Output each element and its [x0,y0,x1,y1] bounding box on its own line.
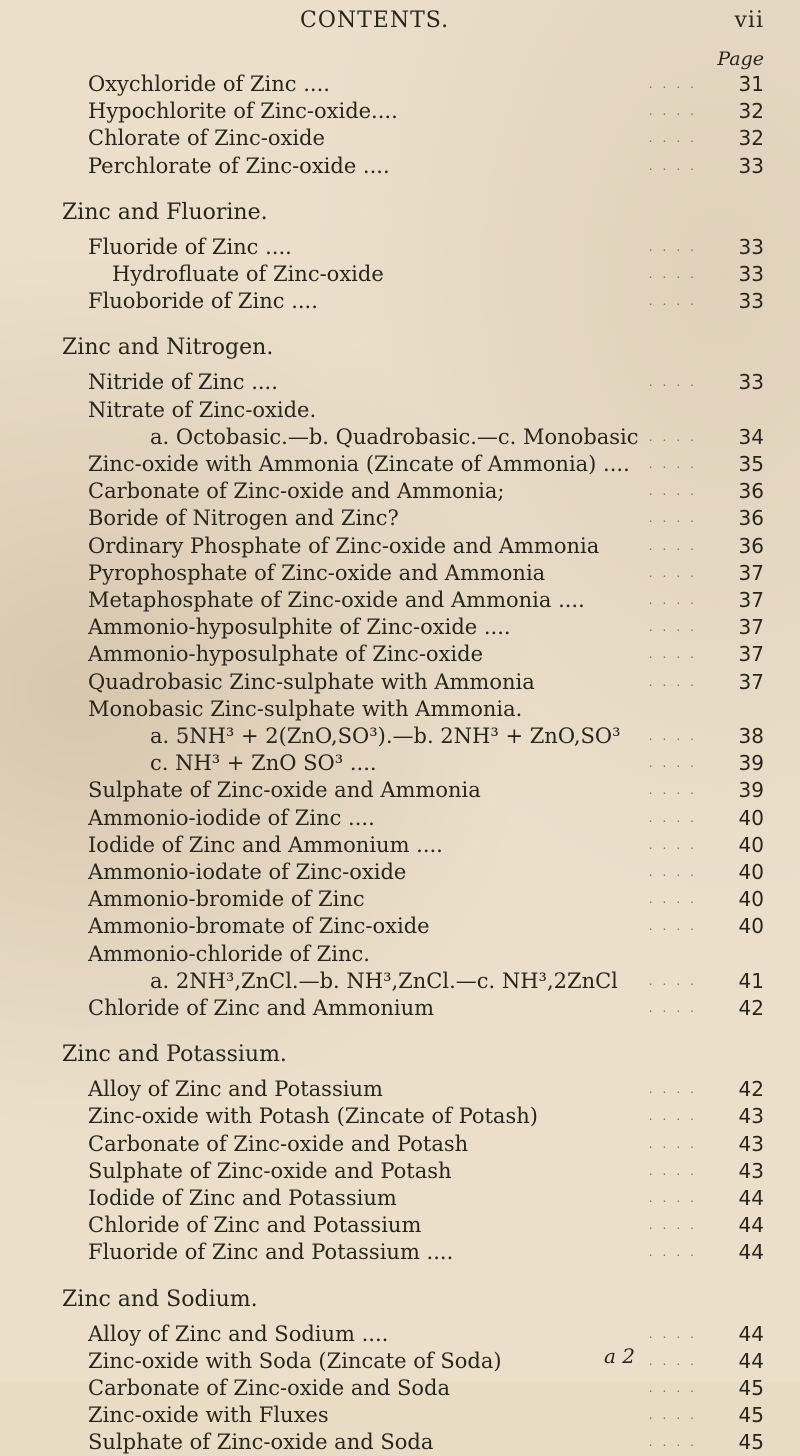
toc-entry-page: 44 [738,1240,764,1265]
toc-entry [0,287,800,315]
toc-entry-title: Iodide of Zinc and Potassium [88,1186,397,1210]
leader-dots: .... [648,892,704,907]
toc-entry-title: a. Octobasic.—b. Quadrobasic.—c. Monobasic [150,424,639,449]
toc-entry-title: Chloride of Zinc and Ammonium [88,996,435,1020]
leader-dots: .... [648,267,704,281]
toc-entry [0,97,800,125]
toc-entry [0,858,800,886]
toc-entry-title: Fluoride of Zinc .... [88,234,292,259]
toc-entry-title: Alloy of Zinc and Potassium [88,1077,383,1102]
toc-section-heading [0,1041,800,1069]
toc-entry [0,1075,800,1103]
toc-entry [0,586,800,614]
toc-entry-title: c. NH³ + ZnO SO³ .... [150,751,377,776]
leader-dots: .... [648,674,704,689]
toc-entry-title: Sulphate of Zinc-oxide and Potash [88,1158,452,1183]
toc-entry [0,776,800,804]
leader-dots: .... [648,1001,704,1015]
toc-entry-page: 40 [738,860,764,884]
leader-dots: .... [648,1435,704,1450]
toc-entry-title: Metaphosphate of Zinc-oxide and Ammonia .... [88,588,585,612]
toc-entry [0,940,800,968]
leader-dots: .... [648,865,704,879]
toc-entry-title: Ammonio-bromide of Zinc [88,887,365,912]
leader-dots: .... [648,1163,704,1178]
toc-entry [0,1157,800,1185]
leader-dots: .... [648,919,704,934]
toc-entry-page: 40 [738,805,764,830]
toc-entry [0,1347,800,1375]
leader-dots: .... [648,729,704,743]
toc-entry-page: 42 [738,996,764,1020]
leader-dots: .... [648,457,704,471]
toc-entry-title: Zinc-oxide with Fluxes [88,1403,329,1428]
leader-dots: .... [648,1136,704,1151]
toc-section-heading [0,334,800,362]
leader-dots: .... [648,810,704,825]
toc-entry-title: Iodide of Zinc and Ammonium .... [88,832,443,857]
toc-entry [0,912,800,940]
toc-entry-title: Pyrophosphate of Zinc-oxide and Ammonia [88,560,546,585]
leader-dots: .... [648,1082,704,1097]
leader-dots: .... [648,783,704,798]
toc-entry-page: 39 [738,778,764,803]
leader-dots: .... [648,1381,704,1395]
running-title: CONTENTS. [300,8,450,33]
toc-entry [0,368,800,396]
toc-entry [0,722,800,750]
toc-entry-title: Zinc-oxide with Soda (Zincate of Soda) [88,1348,502,1373]
toc-entry [0,450,800,478]
toc-entry [0,423,800,451]
leader-dots: .... [648,77,704,91]
leader-dots: .... [648,1326,704,1341]
toc-entry-title: Hydrofluate of Zinc-oxide [112,262,384,286]
leader-dots: .... [648,158,704,173]
toc-entry [0,1401,800,1429]
toc-entry-page: 33 [738,153,764,178]
toc-entry-page: 43 [738,1131,764,1156]
toc-entry-page: 42 [738,1077,764,1102]
leader-dots: .... [648,1245,704,1260]
toc-entry [0,1102,800,1130]
toc-entry-page: 43 [738,1104,764,1129]
leader-dots: .... [648,484,704,499]
toc-entry [0,1238,800,1266]
toc-entry-title: Quadrobasic Zinc-sulphate with Ammonia [88,669,535,694]
toc-entry-page: 37 [738,588,764,612]
toc-entry [0,749,800,777]
leader-dots: .... [648,131,704,146]
toc-entry-title: Alloy of Zinc and Sodium .... [88,1321,389,1346]
toc-entry-title: Sulphate of Zinc-oxide and Soda [88,1430,434,1455]
toc-entry-page: 44 [738,1348,764,1373]
leader-dots: .... [648,756,704,771]
toc-entry [0,124,800,152]
toc-entry [0,152,800,180]
toc-entry [0,504,800,532]
toc-entry-title: Ammonio-hyposulphate of Zinc-oxide [88,642,483,667]
toc-entry-page: 33 [738,289,764,314]
leader-dots: .... [648,620,704,635]
toc-entry [0,1130,800,1158]
toc-entry [0,640,800,668]
toc-section-heading [0,199,800,227]
toc-entry [0,1374,800,1402]
toc-entry-title: Ammonio-iodide of Zinc .... [88,805,375,830]
toc-entry-page: 41 [738,968,764,993]
toc-entry-title: Zinc and Fluorine. [62,199,268,225]
toc-entry-title: Chloride of Zinc and Potassium [88,1213,422,1238]
toc-entry-page: 40 [738,914,764,939]
toc-section-heading [0,1286,800,1314]
leader-dots: .... [648,104,704,119]
toc-entry [0,1184,800,1212]
toc-entry-title: Carbonate of Zinc-oxide and Ammonia; [88,479,505,504]
toc-entry [0,613,800,641]
toc-entry-title: Chlorate of Zinc-oxide [88,126,325,151]
toc-entry-page: 37 [738,642,764,667]
toc-entry [0,477,800,505]
toc-entry [0,559,800,587]
toc-entry-page: 45 [738,1403,764,1428]
toc-entry-page: 33 [738,370,764,395]
leader-dots: .... [648,593,704,607]
toc-entry-title: Nitrate of Zinc-oxide. [88,397,317,422]
toc-entry [0,695,800,723]
toc-entry-title: a. 2NH³,ZnCl.—b. NH³,ZnCl.—c. NH³,2ZnCl [150,968,618,993]
leader-dots: .... [648,1353,704,1368]
toc-entry-title: Zinc-oxide with Ammonia (Zincate of Ammonia) .... [88,452,630,476]
leader-dots: .... [648,837,704,852]
toc-entry-title: Nitride of Zinc .... [88,370,278,395]
toc-entry-page: 36 [738,479,764,504]
toc-entry-page: 32 [738,99,764,124]
toc-entry-page: 40 [738,832,764,857]
page-number: vii [734,8,764,33]
toc-entry [0,1428,800,1456]
toc-entry [0,70,800,98]
page-column-label: Page [717,48,764,70]
toc-entry-page: 37 [738,615,764,640]
toc-entry-title: Ordinary Phosphate of Zinc-oxide and Ammonia [88,533,600,558]
toc-entry [0,233,800,261]
leader-dots: .... [648,375,704,390]
toc-entry-page: 35 [738,452,764,476]
toc-entry-title: Sulphate of Zinc-oxide and Ammonia [88,778,481,803]
toc-entry-page: 43 [738,1158,764,1183]
toc-entry-title: Ammonio-chloride of Zinc. [88,941,370,966]
leader-dots: .... [648,973,704,988]
toc-entry-page: 34 [738,424,764,449]
toc-entry-page: 45 [738,1430,764,1455]
toc-entry [0,1211,800,1239]
toc-entry [0,396,800,424]
toc-entry-title: Ammonio-hyposulphite of Zinc-oxide .... [88,615,511,640]
toc-entry-title: Carbonate of Zinc-oxide and Potash [88,1131,469,1156]
toc-entry-title: Fluoride of Zinc and Potassium .... [88,1240,454,1265]
leader-dots: .... [648,294,704,309]
toc-entry-page: 45 [738,1376,764,1400]
toc-entry-title: Zinc and Nitrogen. [62,335,274,361]
toc-entry-title: Ammonio-bromate of Zinc-oxide [88,914,430,939]
toc-entry [0,994,800,1022]
toc-entry-title: Zinc and Potassium. [62,1042,287,1068]
leader-dots: .... [648,1218,704,1233]
toc-entry-title: Perchlorate of Zinc-oxide .... [88,153,390,178]
toc-entry-title: Zinc and Sodium. [62,1286,258,1312]
toc-entry [0,804,800,832]
toc-entry-page: 31 [738,72,764,96]
leader-dots: .... [648,1109,704,1124]
toc-entry-title: Zinc-oxide with Potash (Zincate of Potash) [88,1104,538,1129]
toc-entry-page: 32 [738,126,764,151]
toc-entry-page: 44 [738,1321,764,1346]
leader-dots: .... [648,647,704,662]
leader-dots: .... [648,511,704,526]
toc-entry-title: Carbonate of Zinc-oxide and Soda [88,1376,450,1400]
toc-entry [0,668,800,696]
toc-entry [0,885,800,913]
toc-entry-page: 44 [738,1186,764,1210]
toc-entry-page: 44 [738,1213,764,1238]
toc-entry-title: a. 5NH³ + 2(ZnO,SO³).—b. 2NH³ + ZnO,SO³ [150,724,621,748]
toc-entry-title: Ammonio-iodate of Zinc-oxide [88,860,407,884]
leader-dots: .... [648,429,704,444]
signature-mark: a 2 [604,1344,636,1368]
toc-entry [0,967,800,995]
toc-entry-page: 37 [738,669,764,694]
toc-entry-page: 40 [738,887,764,912]
toc-entry-page: 38 [738,724,764,748]
toc-entry-title: Boride of Nitrogen and Zinc? [88,506,399,531]
toc-entry [0,532,800,560]
leader-dots: .... [648,538,704,553]
toc-entry-title: Fluoboride of Zinc .... [88,289,318,314]
toc-entry-title: Oxychloride of Zinc .... [88,72,330,96]
toc-entry-title: Hypochlorite of Zinc-oxide.... [88,99,398,124]
toc-entry-page: 33 [738,234,764,259]
toc-entry [0,1320,800,1348]
toc-entry-page: 33 [738,262,764,286]
leader-dots: .... [648,239,704,254]
toc-entry-page: 37 [738,560,764,585]
toc-entry [0,831,800,859]
toc-entry-page: 36 [738,533,764,558]
leader-dots: .... [648,1408,704,1423]
toc-entry-title: Monobasic Zinc-sulphate with Ammonia. [88,696,523,721]
toc-entry-page: 36 [738,506,764,531]
leader-dots: .... [648,1191,704,1205]
leader-dots: .... [648,565,704,580]
toc-entry-page: 39 [738,751,764,776]
toc-entry [0,260,800,288]
